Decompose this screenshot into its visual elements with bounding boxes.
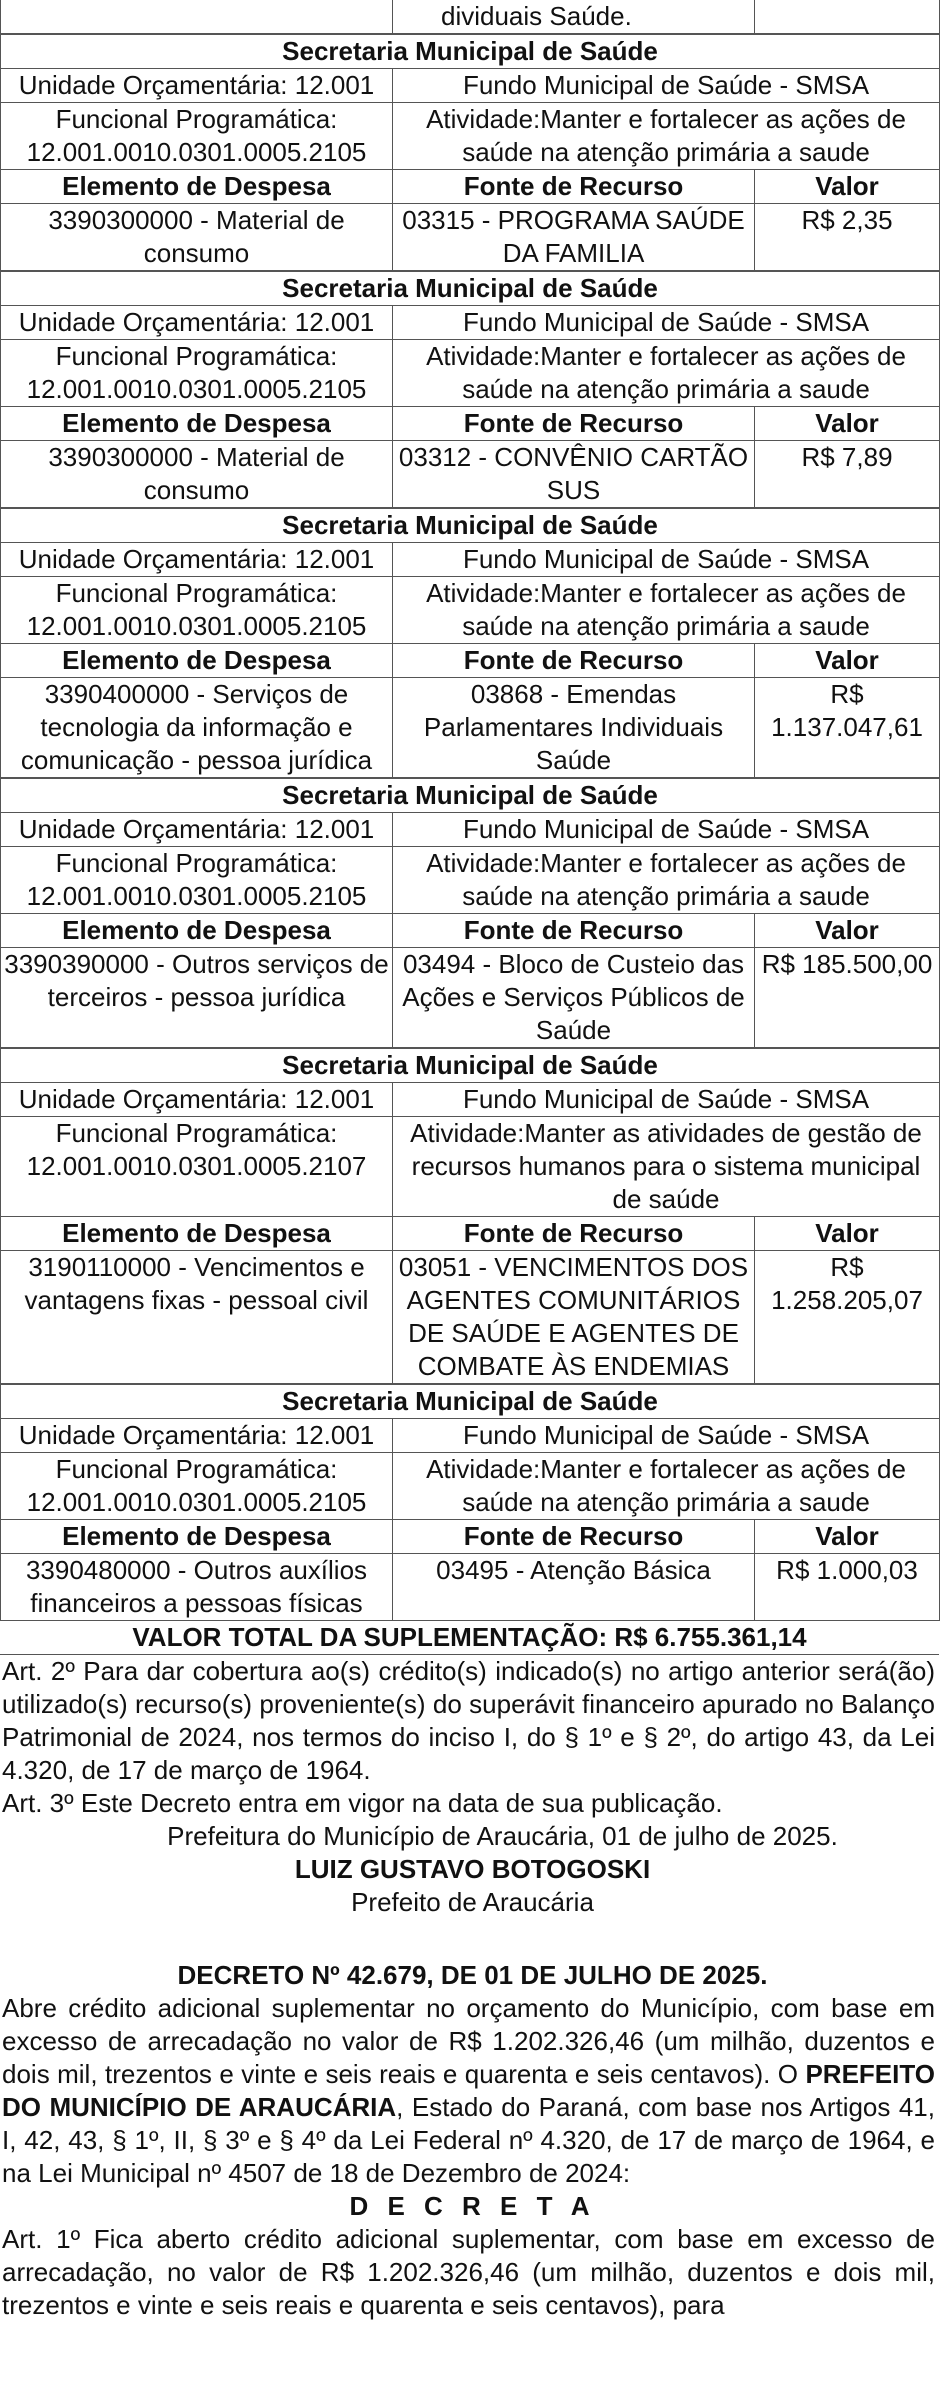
decreta-heading: D E C R E T A (349, 2191, 596, 2221)
article-3: Art. 3º Este Decreto entra em vigor na data de sua publicação. (2, 1788, 723, 1818)
article-2: Art. 2º Para dar cobertura ao(s) crédito(s) indicado(s) no artigo anterior será(ão) utilizado(s) recurso(s) proveniente(s) do superávit financeiro apurado no Balanço Patrimonial de 2024, nos termos do inciso I, do § 1º e § 2º, do artigo 43, da Lei 4.320, de 17 de março de 1964. (2, 1656, 935, 1785)
secretaria-heading: Secretaria Municipal de Saúde (1, 1385, 940, 1419)
elemento-despesa: 3390300000 - Material de consumo (1, 204, 393, 271)
funcional-programatica: Funcional Programática: 12.001.0010.0301.0005.2105 (1, 847, 393, 914)
elemento-despesa: 3390300000 - Material de consumo (1, 441, 393, 508)
header-valor: Valor (755, 644, 940, 678)
fragment-cell-3 (755, 0, 940, 34)
elemento-despesa: 3390390000 - Outros serviços de terceiros - pessoa jurídica (1, 948, 393, 1048)
budget-block (0, 34, 940, 271)
elemento-despesa: 3190110000 - Vencimentos e vantagens fixas - pessoal civil (1, 1251, 393, 1384)
decree-preamble (0, 1992, 939, 2190)
header-fonte: Fonte de Recurso (393, 914, 755, 948)
funcional-programatica: Funcional Programática: 12.001.0010.0301.0005.2105 (1, 340, 393, 407)
fonte-recurso: 03495 - Atenção Básica (393, 1554, 755, 1621)
budget-block (0, 1048, 940, 1384)
decree-title: DECRETO Nº 42.679, DE 01 DE JULHO DE 2025. (177, 1960, 768, 1990)
fundo-municipal: Fundo Municipal de Saúde - SMSA (393, 1083, 940, 1117)
budget-block (0, 1384, 940, 1621)
atividade: Atividade:Manter e fortalecer as ações de saúde na atenção primária a saude (393, 340, 940, 407)
unidade-orcamentaria: Unidade Orçamentária: 12.001 (1, 543, 393, 577)
preamble-part-2: , Estado do Paraná, com base nos Artigos 41, I, 42, 43, § 1º, II, § 3º e § 4º da Lei Federal nº 4.320, de 17 de março de 1964, e na Lei Municipal nº 4507 de 18 de Dezembro de 2024: (2, 2092, 935, 2188)
fonte-recurso: 03868 - Emendas Parlamentares Individuais Saúde (393, 678, 755, 778)
valor: R$ 1.000,03 (755, 1554, 940, 1621)
header-fonte: Fonte de Recurso (393, 1520, 755, 1554)
header-elemento: Elemento de Despesa (1, 1217, 393, 1251)
header-fonte: Fonte de Recurso (393, 407, 755, 441)
valor: R$ 1.137.047,61 (755, 678, 940, 778)
header-elemento: Elemento de Despesa (1, 644, 393, 678)
fundo-municipal: Fundo Municipal de Saúde - SMSA (393, 813, 940, 847)
decree-article-1: Art. 1º Fica aberto crédito adicional suplementar, com base em excesso de arrecadação, no valor de R$ 1.202.326,46 (um milhão, duzentos e dois mil, trezentos e vinte e seis reais e quarenta e seis centavos), para (2, 2224, 935, 2320)
secretaria-heading: Secretaria Municipal de Saúde (1, 35, 940, 69)
unidade-orcamentaria: Unidade Orçamentária: 12.001 (1, 1419, 393, 1453)
signature-place-date: Prefeitura do Município de Araucária, 01 de julho de 2025. (167, 1821, 838, 1851)
fundo-municipal: Fundo Municipal de Saúde - SMSA (393, 69, 940, 103)
header-elemento: Elemento de Despesa (1, 407, 393, 441)
header-elemento: Elemento de Despesa (1, 170, 393, 204)
header-valor: Valor (755, 914, 940, 948)
preamble-mayor: PREFEITO DO MUNICÍPIO DE ARAUCÁRIA (2, 2059, 935, 2122)
elemento-despesa: 3390480000 - Outros auxílios financeiros a pessoas físicas (1, 1554, 393, 1621)
spacer (0, 1919, 945, 1959)
header-valor: Valor (755, 1520, 940, 1554)
header-valor: Valor (755, 407, 940, 441)
valor: R$ 1.258.205,07 (755, 1251, 940, 1384)
funcional-programatica: Funcional Programática: 12.001.0010.0301.0005.2105 (1, 1453, 393, 1520)
budget-block (0, 778, 940, 1048)
fonte-recurso: 03494 - Bloco de Custeio das Ações e Serviços Públicos de Saúde (393, 948, 755, 1048)
fonte-recurso: 03312 - CONVÊNIO CARTÃO SUS (393, 441, 755, 508)
unidade-orcamentaria: Unidade Orçamentária: 12.001 (1, 1083, 393, 1117)
atividade: Atividade:Manter e fortalecer as ações de saúde na atenção primária a saude (393, 577, 940, 644)
header-elemento: Elemento de Despesa (1, 1520, 393, 1554)
budget-block (0, 271, 940, 508)
header-elemento: Elemento de Despesa (1, 914, 393, 948)
budget-block (0, 508, 940, 778)
atividade: Atividade:Manter e fortalecer as ações de saúde na atenção primária a saude (393, 847, 940, 914)
funcional-programatica: Funcional Programática: 12.001.0010.0301.0005.2105 (1, 577, 393, 644)
valor: R$ 7,89 (755, 441, 940, 508)
atividade: Atividade:Manter e fortalecer as ações de saúde na atenção primária a saude (393, 1453, 940, 1520)
fundo-municipal: Fundo Municipal de Saúde - SMSA (393, 1419, 940, 1453)
fragment-cell-2: dividuais Saúde. (393, 0, 755, 34)
preamble-part-1: Abre crédito adicional suplementar no orçamento do Município, com base em excesso de arrecadação no valor de R$ 1.202.326,46 (um milhão, duzentos e dois mil, trezentos e vinte e seis reais e quarenta e seis centavos). O (2, 1993, 935, 2089)
secretaria-heading: Secretaria Municipal de Saúde (1, 1049, 940, 1083)
fonte-recurso: 03051 - VENCIMENTOS DOS AGENTES COMUNITÁRIOS DE SAÚDE E AGENTES DE COMBATE ÀS ENDEMIAS (393, 1251, 755, 1384)
fragment-cell-1 (1, 0, 393, 34)
table-fragment-top (0, 0, 940, 34)
budget-blocks (0, 34, 945, 1621)
secretaria-heading: Secretaria Municipal de Saúde (1, 509, 940, 543)
header-fonte: Fonte de Recurso (393, 1217, 755, 1251)
fundo-municipal: Fundo Municipal de Saúde - SMSA (393, 306, 940, 340)
header-valor: Valor (755, 1217, 940, 1251)
header-fonte: Fonte de Recurso (393, 644, 755, 678)
secretaria-heading: Secretaria Municipal de Saúde (1, 272, 940, 306)
fonte-recurso: 03315 - PROGRAMA SAÚDE DA FAMILIA (393, 204, 755, 271)
secretaria-heading: Secretaria Municipal de Saúde (1, 779, 940, 813)
valor: R$ 2,35 (755, 204, 940, 271)
fundo-municipal: Fundo Municipal de Saúde - SMSA (393, 543, 940, 577)
signatory-name: LUIZ GUSTAVO BOTOGOSKI (294, 1854, 651, 1884)
unidade-orcamentaria: Unidade Orçamentária: 12.001 (1, 813, 393, 847)
atividade: Atividade:Manter e fortalecer as ações de saúde na atenção primária a saude (393, 103, 940, 170)
elemento-despesa: 3390400000 - Serviços de tecnologia da informação e comunicação - pessoa jurídica (1, 678, 393, 778)
header-fonte: Fonte de Recurso (393, 170, 755, 204)
total-supplementation: VALOR TOTAL DA SUPLEMENTAÇÃO: R$ 6.755.361,14 (0, 1621, 939, 1655)
header-valor: Valor (755, 170, 940, 204)
signatory-role: Prefeito de Araucária (351, 1887, 594, 1917)
atividade: Atividade:Manter as atividades de gestão de recursos humanos para o sistema municipal de saúde (393, 1117, 940, 1217)
valor: R$ 185.500,00 (755, 948, 940, 1048)
funcional-programatica: Funcional Programática: 12.001.0010.0301.0005.2107 (1, 1117, 393, 1217)
unidade-orcamentaria: Unidade Orçamentária: 12.001 (1, 69, 393, 103)
funcional-programatica: Funcional Programática: 12.001.0010.0301.0005.2105 (1, 103, 393, 170)
unidade-orcamentaria: Unidade Orçamentária: 12.001 (1, 306, 393, 340)
